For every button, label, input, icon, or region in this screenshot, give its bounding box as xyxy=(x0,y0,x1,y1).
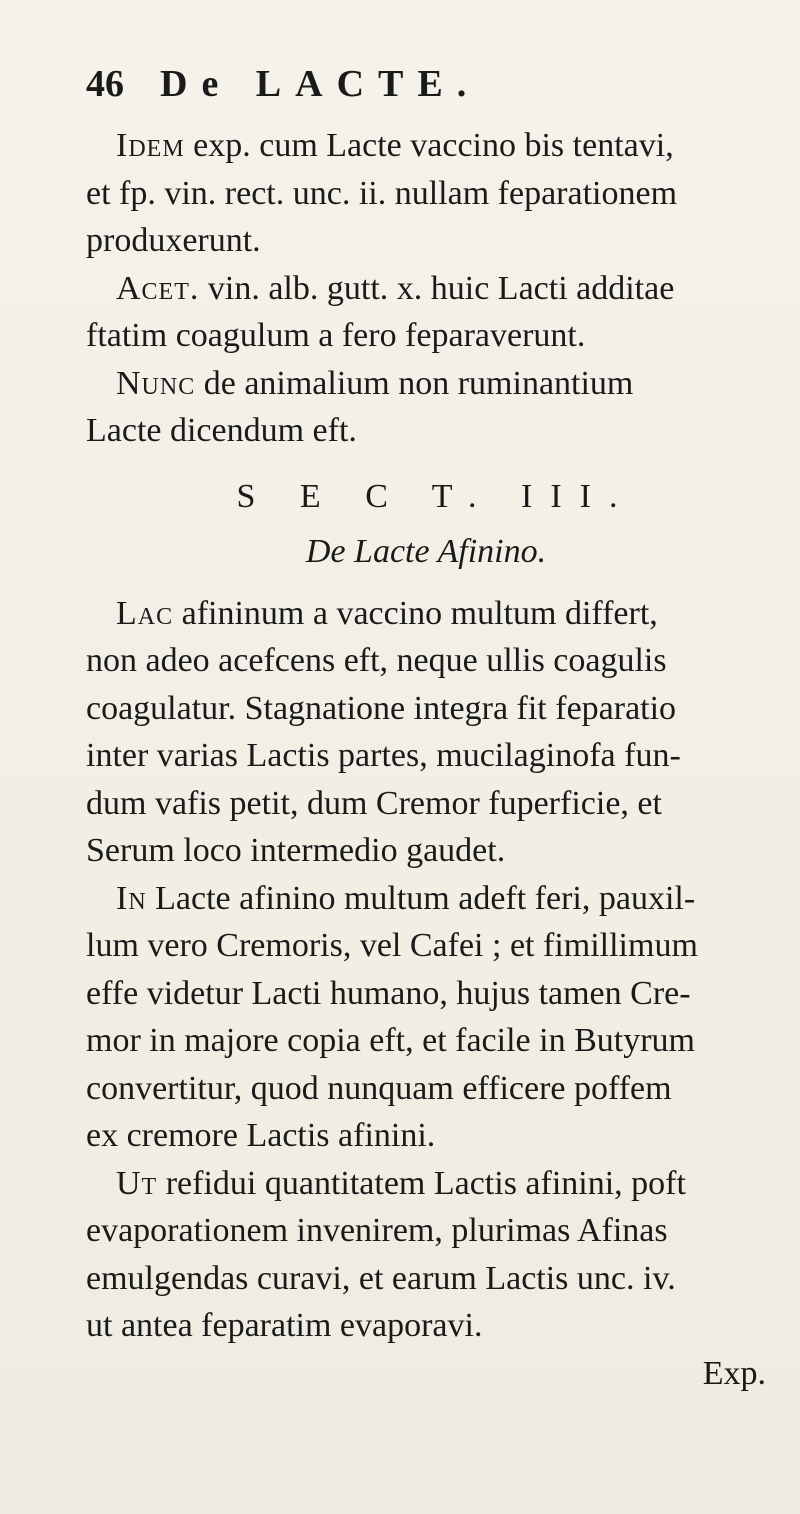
text-line: non adeo acefcens eft, neque ullis coagulis xyxy=(86,642,667,679)
text-line: Lac afininum a vaccino multum differt, xyxy=(116,594,658,632)
paragraph-lead: Lac xyxy=(116,594,174,632)
text-line: ex cremore Lactis afinini. xyxy=(86,1117,436,1154)
text-line: ftatim coagulum a fero feparaverunt. xyxy=(86,317,586,354)
paragraph xyxy=(86,265,766,360)
text-line: produxerunt. xyxy=(86,222,261,259)
text-line: Serum loco intermedio gaudet. xyxy=(86,832,506,869)
text-line: coagulatur. Stagnatione integra fit feparatio xyxy=(86,689,677,727)
paragraph-lead: Idem xyxy=(116,127,185,164)
text-line: convertitur, quod nunquam efficere poffem xyxy=(86,1069,672,1107)
text-line: lum vero Cremoris, vel Cafei ; et fimillimum xyxy=(86,927,698,964)
body-text xyxy=(86,122,766,1397)
text-line: Acet. vin. alb. gutt. x. huic Lacti additae xyxy=(116,269,675,307)
paragraph xyxy=(86,590,766,875)
text-line: ut antea feparatim evaporavi. xyxy=(86,1307,483,1344)
paragraph xyxy=(86,875,766,1160)
text-line: Nunc de animalium non ruminantium xyxy=(116,364,634,402)
text-line: inter varias Lactis partes, mucilaginofa fun- xyxy=(86,737,681,774)
paragraph xyxy=(86,122,766,265)
text-line: emulgendas curavi, et earum Lactis unc. iv. xyxy=(86,1259,676,1297)
paragraph-lead: Acet. xyxy=(116,269,200,307)
text-line: Ut refidui quantitatem Lactis afinini, poft xyxy=(116,1164,686,1202)
text-line: In Lacte afinino multum adeft feri, pauxil- xyxy=(116,879,696,917)
text-line: Lacte dicendum eft. xyxy=(86,412,357,449)
page-number: 46 xyxy=(86,63,124,105)
section-subtitle: De Lacte Afinino. xyxy=(305,533,547,570)
text-line: Idem exp. cum Lacte vaccino bis tentavi, xyxy=(116,127,674,164)
text-line: et fp. vin. rect. unc. ii. nullam feparationem xyxy=(86,174,678,212)
page-header xyxy=(86,62,766,112)
paragraph xyxy=(86,1160,766,1350)
catchword: Exp. xyxy=(702,1354,766,1392)
paragraph-lead: Nunc xyxy=(116,364,196,402)
text-line: dum vafis petit, dum Cremor fuperficie, et xyxy=(86,784,662,822)
running-head: De LACTE. xyxy=(160,63,481,105)
section-title: S E C T. III. xyxy=(236,477,636,515)
text-line: effe videtur Lacti humano, hujus tamen Cre- xyxy=(86,974,691,1012)
paragraph-lead: Ut xyxy=(116,1164,158,1202)
text-line: mor in majore copia eft, et facile in Butyrum xyxy=(86,1022,695,1059)
paragraph-lead: In xyxy=(116,879,147,917)
text-line: evaporationem invenirem, plurimas Afinas xyxy=(86,1212,668,1249)
paragraph xyxy=(86,360,766,455)
